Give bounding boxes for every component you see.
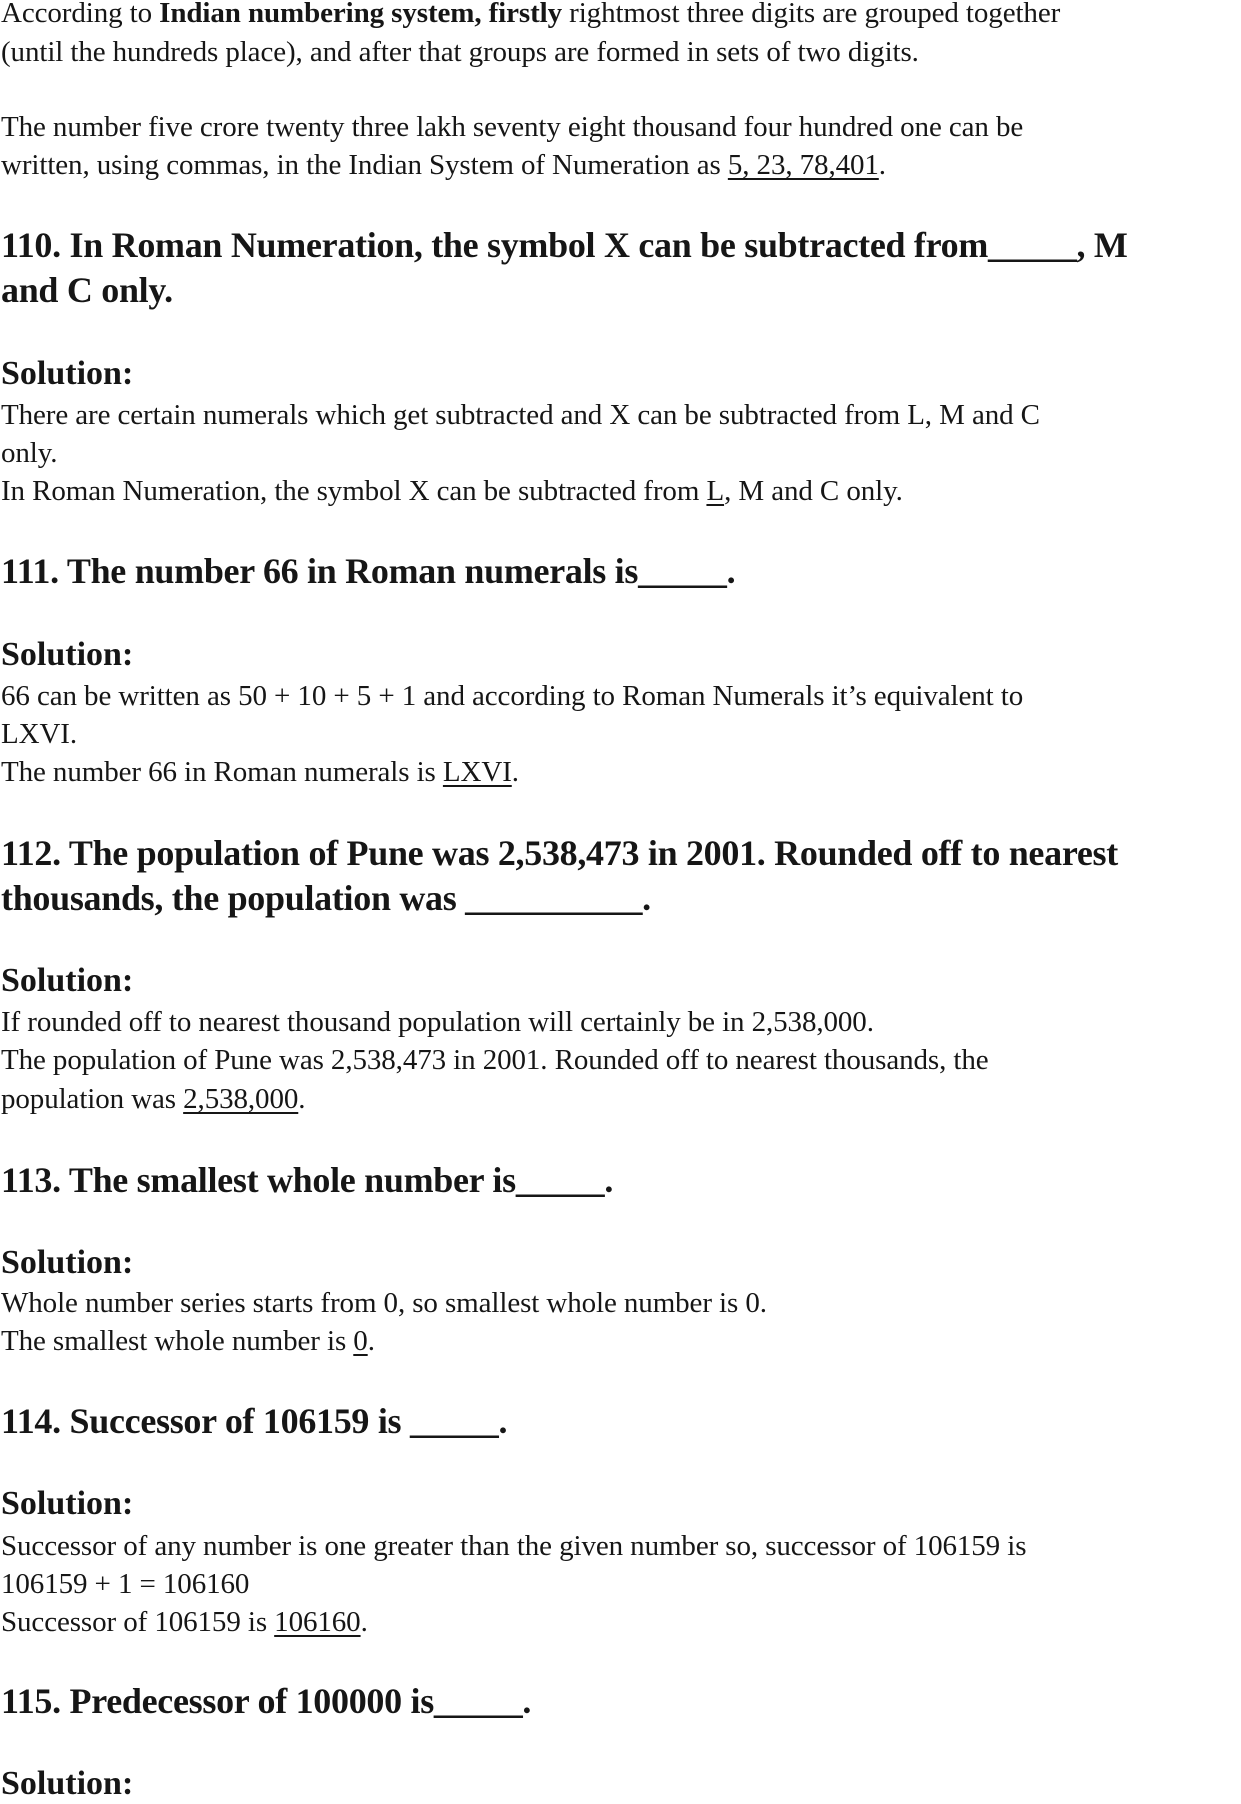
intro-line: The number five crore twenty three lakh seventy eight thousand four hundred one can be (1, 111, 1024, 143)
text: The number 66 in Roman numerals is (1, 756, 443, 788)
text: . (360, 1606, 368, 1638)
solution-label: Solution: (1, 636, 134, 673)
question-heading: thousands, the population was __________. (1, 878, 651, 918)
solution-label: Solution: (1, 355, 134, 392)
answer: LXVI (442, 756, 512, 788)
solution-line: There are certain numerals which get subtracted and X can be subtracted from L, M and C (1, 399, 1040, 431)
text: . (367, 1325, 375, 1357)
text: . (878, 149, 886, 181)
solution-line: Successor of any number is one greater than the given number so, successor of 106159 is (1, 1530, 1027, 1562)
solution-line: Whole number series starts from 0, so smallest whole number is 0. (1, 1287, 767, 1319)
text: . (511, 756, 519, 788)
answer: 0 (353, 1325, 368, 1357)
question-heading: 110. In Roman Numeration, the symbol X can be subtracted from_____, M (1, 225, 1128, 265)
text: In Roman Numeration, the symbol X can be subtracted from (1, 475, 707, 507)
solution-line: The population of Pune was 2,538,473 in 2001. Rounded off to nearest thousands, the (1, 1044, 989, 1076)
solution-line: 66 can be written as 50 + 10 + 5 + 1 and according to Roman Numerals it’s equivalent to (1, 680, 1024, 712)
solution-line (1, 474, 903, 508)
text: According to (1, 0, 160, 29)
solution-label: Solution: (1, 1485, 134, 1522)
intro-line (1, 148, 886, 182)
solution-line (1, 755, 519, 789)
question-heading: 113. The smallest whole number is_____. (1, 1160, 614, 1200)
text: Successor of 106159 is (1, 1606, 275, 1638)
answer: 5, 23, 78,401 (727, 149, 879, 181)
solution-line (1, 1324, 375, 1358)
question-heading: 112. The population of Pune was 2,538,473 in 2001. Rounded off to nearest (1, 833, 1118, 873)
solution-line: only. (1, 437, 58, 469)
text: . (298, 1083, 306, 1115)
solution-line (1, 1605, 368, 1639)
answer: L (706, 475, 725, 507)
text: population was (1, 1083, 184, 1115)
text: rightmost three digits are grouped together (562, 0, 1061, 29)
question-heading: 115. Predecessor of 100000 is_____. (1, 1681, 532, 1721)
solution-line: If rounded off to nearest thousand population will certainly be in 2,538,000. (1, 1006, 874, 1038)
solution-label: Solution: (1, 1244, 134, 1281)
intro-line (1, 0, 1060, 30)
question-heading: 114. Successor of 106159 is _____. (1, 1401, 508, 1441)
solution-line: LXVI. (1, 718, 78, 750)
text: The smallest whole number is (1, 1325, 354, 1357)
question-heading: 111. The number 66 in Roman numerals is_____. (1, 551, 736, 591)
text: written, using commas, in the Indian System of Numeration as (1, 149, 728, 181)
question-heading: and C only. (1, 270, 173, 310)
intro-line: (until the hundreds place), and after that groups are formed in sets of two digits. (1, 36, 919, 68)
bold-text: Indian numbering system, firstly (159, 0, 563, 29)
solution-line: 106159 + 1 = 106160 (1, 1568, 250, 1600)
text: , M and C only. (724, 475, 903, 507)
answer: 106160 (274, 1606, 361, 1638)
answer: 2,538,000 (183, 1083, 299, 1115)
solution-label: Solution: (1, 962, 134, 999)
solution-line (1, 1082, 305, 1116)
solution-label: Solution: (1, 1765, 134, 1802)
